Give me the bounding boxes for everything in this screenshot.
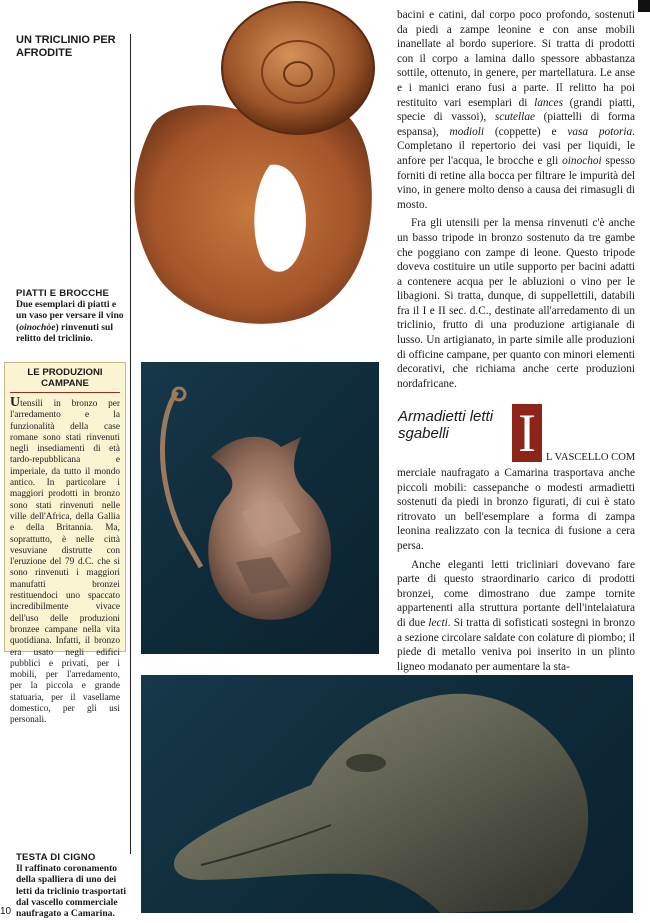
- jug-illustration: [141, 362, 379, 654]
- page-number: 10: [0, 906, 12, 917]
- page-corner-mark: [638, 0, 650, 12]
- swan-head-shape: [174, 694, 588, 913]
- article-lead-in: L VASCELLO COM: [546, 452, 636, 463]
- photo-jug: [141, 362, 379, 654]
- caption-plates-title: PIATTI E BROCCHE: [16, 288, 110, 299]
- photo-plates: [120, 0, 382, 340]
- swan-illustration: [141, 675, 633, 913]
- sidebar-box: [4, 362, 126, 726]
- caption-plates: [16, 288, 128, 344]
- sidebar-body: Utensili in bronzo per l'arredamento e la funzionalità della case romane sono stati rinvenuti negli insediamenti di età tardo-repubblicana e imperiale, da tutto il mondo antico. In particolare i maggiori prodotti in bronzo sono stati rinvenuti nelle ville dell'Africa, della Gallia e della Britannia. Ma, soprattutto, è nelle città vesuviane distrutte con l'eruzione del 79 d.C. che si sono rinvenuti i maggiori manufatti bronzei restituendoci uno spaccato incredibilmente vivace dell'uso delle produzioni bronzee campane nella vita quotidiana. Infatti, il bronzo era usato negli edifici pubblici e privati, per i mobili, per l'arredamento, per la piccola e grande statuaria, per il vasellame domestico, per gli usi personali.: [10, 395, 120, 726]
- article-paragraph-2: Fra gli utensili per la mensa rinvenuti c'è anche un basso tripode in bronzo sostenuto da tre gambe che poggiano con zampe di leone. Questo tripode doveva costituire un utile supporto per bacini adatti a contenere acqua per le abluzioni o vino per le libagioni. Si tratta, dunque, di suppellettili, databili fra il I e II sec. d.C., destinate all'arredamento di un triclinio, frutto di una produzione artigianale di lusso. Un artigianato, in parte simile alle produzioni di officine campane, per quanto con minori elementi decorativi, che richiama anche certe produzioni nordafricane.: [397, 217, 635, 390]
- photo-swan: [141, 675, 633, 913]
- small-plate-shape: [222, 2, 374, 134]
- section-title: UN TRICLINIO PER AFRODITE: [16, 34, 116, 59]
- caption-swan-title: TESTA DI CIGNO: [16, 852, 96, 863]
- caption-plates-text: Due esemplari di piatti e un vaso per versare il vino (oinochòe) rinvenuti sul relitto del triclinio.: [16, 299, 124, 344]
- article-paragraph-4: Anche eleganti letti tricliniari dovevano fare parte di questo straordinario carico di prodotti bronzei, come dimostrano due zampe tornite appartenenti alla struttura portante dell'intelaiatura di due lecti. Si tratta di sofisticati sostegni in bronzo a sezione circolare saldate con colature di piombo; il piede di metallo veniva poi inserito in un plinto ligneo modanato per aumentare la sta-: [397, 558, 635, 673]
- drop-cap: I: [512, 404, 542, 462]
- caption-swan-text: Il raffinato coronamento della spalliera di uno dei letti da triclinio trasportati dal vascello commerciale naufragato a Camarina.: [16, 863, 127, 920]
- large-plate-shape: [134, 99, 371, 323]
- plates-illustration: [120, 0, 382, 340]
- subhead: Armadietti letti sgabelli: [398, 408, 494, 442]
- article-column-bottom: [397, 466, 635, 674]
- article-paragraph-1: bacini e catini, dal corpo poco profondo, sostenuti da piedi a zampe leonine e con anse mobili inanellate al bordo superiore. Si tratta di prodotti con il corpo a lamina dallo spessore abbastanza sottile, ottenuto, in genere, per martellatura. Le anse e i manici erano fusi a parte. Il relitto ha poi restituito vari esemplari di lances (grandi piatti, specie di vassoi), scutellae (piattelli di forma espansa), modioli (coppette) e vasa potoria. Completano il repertorio dei vasi per liquidi, le anfore per l'acqua, le brocche e gli oinochoi spesso forniti di retine alla bocca per filtrare le impurità del vino, in genere molto denso a causa dei rimasugli di mosto.: [397, 9, 635, 211]
- article-column-top: [397, 8, 635, 391]
- caption-swan: [16, 852, 128, 919]
- sidebar-title: LE PRODUZIONI CAMPANE: [10, 367, 120, 393]
- article-paragraph-3: merciale naufragato a Camarina trasportava anche piccoli mobili: cassepanche o modesti armadietti sostenuti da piedi in bronzo figurati, di cui è stato ritrovato un bell'esemplare a forma di zampa leonina realizzato con la tecnica di fusione a cera persa.: [397, 467, 635, 552]
